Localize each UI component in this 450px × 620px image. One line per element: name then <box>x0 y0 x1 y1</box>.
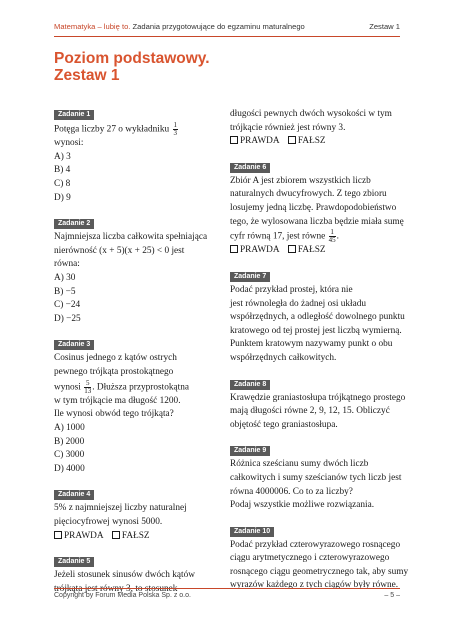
task-text: trójkącie również jest równy 3. <box>230 122 346 133</box>
task-badge: Zadanie 2 <box>54 219 94 229</box>
task-8 <box>230 378 406 433</box>
left-column <box>54 108 226 608</box>
task-text: wyrazów każdego z tych ciągów były równe. <box>230 580 399 591</box>
task-badge: Zadanie 1 <box>54 110 94 120</box>
fraction <box>84 380 91 395</box>
fraction-denominator: 45 <box>328 236 336 245</box>
false-label: FAŁSZ <box>121 530 150 541</box>
task-5 <box>54 555 226 596</box>
true-false-choice <box>230 244 402 258</box>
task-text: jest równoległa do żadnej osi układu <box>230 298 367 309</box>
false-checkbox[interactable] <box>288 245 296 253</box>
header-set: Zestaw 1 <box>369 22 400 31</box>
true-checkbox[interactable] <box>230 245 238 253</box>
task-text: objętość tego graniastosłupa. <box>230 419 338 430</box>
task-text: pewnego trójkąta prostokątnego <box>54 366 174 377</box>
title-line-1: Poziom podstawowy. <box>54 50 210 67</box>
task-badge: Zadanie 10 <box>230 527 274 537</box>
task-text: trójkąta jest równy 3, to stosunek <box>54 583 178 594</box>
true-false-choice <box>230 135 402 149</box>
task-9 <box>230 444 402 512</box>
true-label: PRAWDA <box>240 245 280 256</box>
page-footer <box>54 592 400 599</box>
task-6 <box>230 161 402 258</box>
header-brand: Matematyka – lubię to. <box>54 22 131 31</box>
task-badge: Zadanie 3 <box>54 340 94 350</box>
fraction-numerator: 1 <box>173 121 177 129</box>
task-badge: Zadanie 6 <box>230 163 270 173</box>
answer-option: C) 3000 <box>54 450 85 461</box>
task-text: wynosi: <box>54 138 84 149</box>
answer-option: A) 30 <box>54 272 76 283</box>
fraction-denominator: 3 <box>173 129 177 137</box>
task-badge: Zadanie 7 <box>230 272 270 282</box>
answer-option: B) −5 <box>54 286 76 297</box>
task-text: Zbiór A jest zbiorem wszystkich liczb <box>230 175 371 186</box>
answer-option: D) 9 <box>54 192 71 203</box>
task-text: tego, że wylosowana liczba będzie miała sumę <box>230 216 404 227</box>
task-text: Podać przykład prostej, która nie <box>230 284 353 295</box>
task-text: Punktem kratowym nazywamy punkt o obu <box>230 339 393 350</box>
task-text-part: wynosi <box>54 382 81 393</box>
task-text: całkowitych i sumy sześcianów tych liczb jest <box>230 472 402 483</box>
false-label: FAŁSZ <box>297 136 326 147</box>
task-text: Cosinus jednego z kątów ostrych <box>54 353 177 364</box>
answer-option: B) 2000 <box>54 436 85 447</box>
task-badge: Zadanie 8 <box>230 380 270 390</box>
task-10 <box>230 525 409 593</box>
task-4 <box>54 488 226 543</box>
task-text: długości pewnych dwóch wysokości w tym <box>230 109 392 119</box>
footer-divider <box>54 588 400 589</box>
task-text: naturalnych dwucyfrowych. Z tego zbioru <box>230 189 387 200</box>
fraction-denominator: 13 <box>84 386 92 395</box>
task-text: kratowego od tej prostej jest liczbą wymierną. <box>230 325 402 336</box>
task-5-continued <box>230 108 402 149</box>
task-badge: Zadanie 5 <box>54 557 94 567</box>
task-text: nierówność (x + 5)(x + 25) < 0 jest <box>54 245 185 256</box>
task-text-part: Potęga liczby 27 o wykładniku <box>54 124 170 135</box>
task-text <box>54 122 226 137</box>
answer-option: A) 1000 <box>54 422 85 433</box>
task-text: równa 4000006. Co to za liczby? <box>230 486 353 497</box>
task-1 <box>54 108 226 205</box>
answer-option: D) −25 <box>54 313 81 324</box>
task-badge: Zadanie 4 <box>54 490 94 500</box>
task-text: Jeżeli stosunek sinusów dwóch kątów <box>54 570 195 581</box>
task-text: rosnącego ciągu geometrycznego tak, aby sumy <box>230 566 409 577</box>
answer-option: B) 4 <box>54 165 71 176</box>
task-3 <box>54 338 226 476</box>
task-text: współrzędnych całkowitych. <box>230 352 337 363</box>
fraction-numerator: 5 <box>85 378 90 387</box>
answer-option: C) −24 <box>54 300 81 311</box>
task-text: równa: <box>54 259 80 270</box>
page-title <box>54 50 254 84</box>
task-text-part: . Dłuższa przyprostokątna <box>92 382 190 393</box>
true-checkbox[interactable] <box>230 136 238 144</box>
fraction <box>329 229 336 244</box>
true-checkbox[interactable] <box>54 531 62 539</box>
answer-option: A) 3 <box>54 151 71 162</box>
task-badge: Zadanie 9 <box>230 446 270 456</box>
task-text: pięciocyfrowej wynosi 5000. <box>54 516 163 527</box>
right-column <box>230 108 409 605</box>
header-divider <box>54 36 400 37</box>
task-text: w tym trójkącie ma długość 1200. <box>54 395 181 406</box>
fraction-numerator: 1 <box>330 228 334 237</box>
task-text: losujemy jedną liczbę. Prawdopodobieństwo <box>230 202 397 213</box>
task-text: ciągu arytmetycznego i czterowyrazowego <box>230 553 390 564</box>
true-false-choice <box>54 530 226 544</box>
task-text: Podać przykład czterowyrazowego rosnącego <box>230 539 401 550</box>
task-text: Różnica sześcianu sumy dwóch liczb <box>230 459 369 470</box>
footer-copyright: Copyright by Forum Media Polska Sp. z o.o. <box>54 592 191 599</box>
answer-option: C) 8 <box>54 179 71 190</box>
task-text: 5% z najmniejszej liczby naturalnej <box>54 503 187 514</box>
true-label: PRAWDA <box>240 136 280 147</box>
task-text: Najmniejsza liczba całkowita spełniająca <box>54 232 208 243</box>
task-text <box>54 380 226 395</box>
false-checkbox[interactable] <box>288 136 296 144</box>
task-2 <box>54 217 226 326</box>
false-label: FAŁSZ <box>297 245 326 256</box>
task-text: Krawędzie graniastosłupa trójkątnego prostego <box>230 392 406 403</box>
false-checkbox[interactable] <box>112 531 120 539</box>
task-text: Podaj wszystkie możliwe rozwiązania. <box>230 500 375 511</box>
header-subtitle: Zadania przygotowujące do egzaminu maturalnego <box>132 22 305 31</box>
page-number: – 5 – <box>384 592 400 599</box>
task-text: mają długości równe 2, 9, 12, 15. Obliczyć <box>230 406 390 417</box>
task-text: współrzędnych, a odległość dowolnego punktu <box>230 312 405 323</box>
true-label: PRAWDA <box>64 530 104 541</box>
fraction <box>173 122 179 137</box>
task-text: Ile wynosi obwód tego trójkąta? <box>54 409 174 420</box>
title-line-2: Zestaw 1 <box>54 67 120 84</box>
task-7 <box>230 270 405 366</box>
page-header <box>54 22 400 36</box>
task-text-part: cyfr równą 17, jest równe <box>230 231 326 242</box>
task-text: cyfr równą 17, jest równe $\frac{1}{45}$ . <box>230 228 339 245</box>
answer-option: D) 4000 <box>54 463 85 474</box>
